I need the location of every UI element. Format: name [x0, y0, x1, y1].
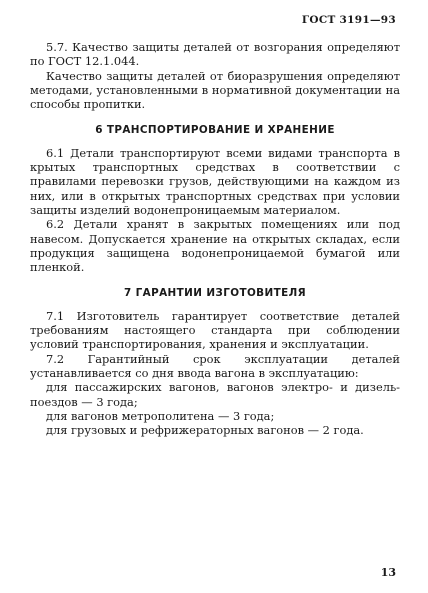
paragraph-5-7: 5.7. Качество защиты деталей от возгорания определяют по ГОСТ 12.1.044. [30, 40, 400, 69]
section-7-heading: 7 ГАРАНТИИ ИЗГОТОВИТЕЛЯ [123, 287, 307, 300]
warranty-item-passenger: для пассажирских вагонов, вагонов электро- и дизель-поездов — 3 года; [30, 380, 400, 409]
paragraph-7-1: 7.1 Изготовитель гарантирует соответствие деталей требованиям настоящего стандарта при соблюдении условий транспортирования, хранения и эксплуатации. [30, 308, 400, 352]
paragraph-7-2: 7.2 Гарантийный срок эксплуатации деталей устанавливается со дня ввода вагона в эксплуатацию: [30, 351, 400, 380]
paragraph-6-1: 6.1 Детали транспортируют всеми видами транспорта в крытых транспортных средствах в соответствии с правилами перевозки грузов, действующими на каждом из них, или в открытых транспортных средствах при условии защиты изделий водонепроницаемым материалом. [30, 145, 400, 217]
warranty-item-metro: для вагонов метрополитена — 3 года; [46, 408, 275, 423]
document-body [30, 40, 400, 437]
warranty-item-freight: для грузовых и рефрижераторных вагонов — 2 года. [46, 423, 364, 438]
paragraph-6-2: 6.2 Детали хранят в закрытых помещениях или под навесом. Допускается хранение на открытых складах, если продукция защищена водонепроницаемой бумагой или пленкой. [30, 217, 400, 275]
paragraph-5-7-bio: Качество защиты деталей от биоразрушения определяют методами, установленными в нормативной документации на способы пропитки. [30, 68, 400, 112]
section-6-heading: 6 ТРАНСПОРТИРОВАНИЕ И ХРАНЕНИЕ [95, 124, 335, 137]
page-number: 13 [380, 566, 396, 579]
document-header: ГОСТ 3191—93 [301, 14, 396, 26]
